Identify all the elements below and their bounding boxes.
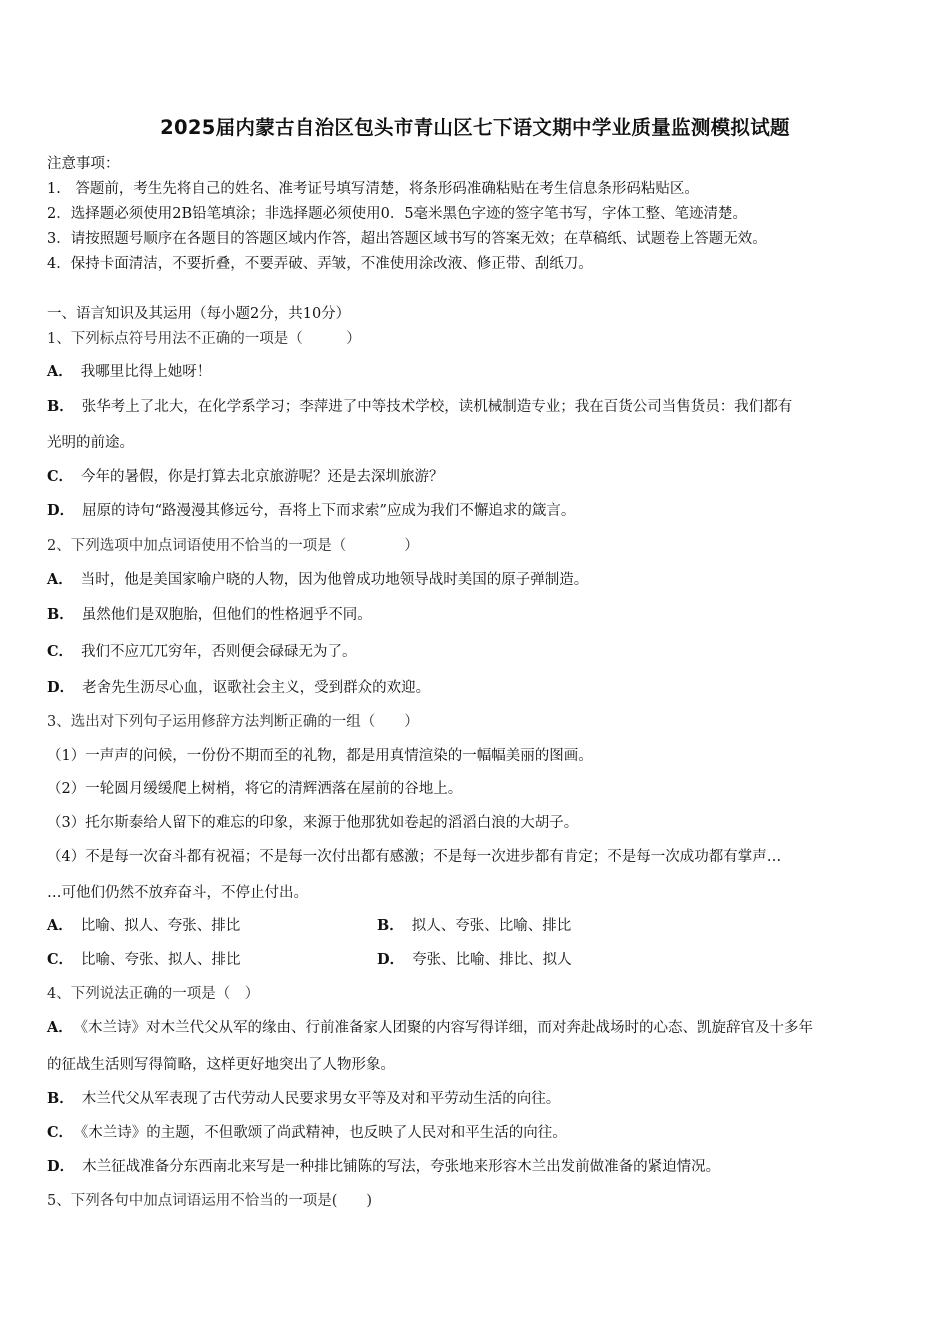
question-3-sentence-1: （1）一声声的问候，一份份不期而至的礼物，都是用真情渲染的一幅幅美丽的图画。 [47,748,593,764]
question-4-option-b [47,1087,560,1108]
question-4-option-a-continued: 的征战生活则写得简略，这样更好地突出了人物形象。 [47,1057,395,1073]
question-4-option-d [47,1155,720,1176]
option-text: 我们不应兀兀穷年，否则便会碌碌无为了。 [81,644,357,660]
option-text: 当时，他是美国家喻户晓的人物，因为他曾成功地领导战时美国的原子弹制造。 [80,572,589,588]
question-2-option-d [47,676,430,697]
option-text: 老舍先生沥尽心血，讴歌社会主义，受到群众的欢迎。 [82,680,431,696]
question-4-option-a [47,1016,813,1037]
notice-item-1: 1. 答题前，考生先将自己的姓名、准考证号填写清楚，将条形码准确粘贴在考生信息条形码粘贴区。 [47,181,699,197]
option-label: D． [47,679,75,696]
option-text: 木兰代父从军表现了古代劳动人民要求男女平等及对和平劳动生活的向往。 [81,1091,561,1107]
question-3-option-b [377,914,571,935]
question-2-option-a [47,568,588,589]
option-label: C． [47,643,74,660]
option-text: 虽然他们是双胞胎，但他们的性格迥乎不同。 [81,607,372,623]
option-label: A． [47,571,73,588]
question-3-stem: 3、选出对下列句子运用修辞方法判断正确的一组（ ） [47,714,419,730]
option-label: B． [47,606,74,623]
question-4-option-c [47,1121,567,1142]
question-3-sentence-4: （4）不是每一次奋斗都有祝福；不是每一次付出都有感激；不是每一次进步都有肯定；不是每一次成功都有掌声… [47,849,782,865]
notice-item-2: 2．选择题必须使用2B铅笔填涂；非选择题必须使用0．5毫米黑色字迹的签字笔书写，字体工整、笔迹清楚。 [47,206,748,222]
option-label: A． [47,363,73,380]
question-1-option-b [47,395,792,416]
option-text: 比喻、拟人、夸张、排比 [80,918,241,934]
page-title: 2025届内蒙古自治区包头市青山区七下语文期中学业质量监测模拟试题 [160,116,790,139]
notice-heading: 注意事项： [47,156,120,172]
question-1-option-d [47,499,575,520]
option-text: 张华考上了北大，在化学系学习；李萍进了中等技术学校，读机械制造专业；我在百货公司当售货员：我们都有 [81,399,793,415]
question-3-option-d [377,948,572,969]
option-label: B． [47,1090,74,1107]
option-label: D． [47,502,75,519]
question-3-sentence-4-continued: …可他们仍然不放弃奋斗，不停止付出。 [47,885,308,901]
question-1-stem: 1、下列标点符号用法不正确的一项是（ ） [47,331,361,347]
question-3-option-c [47,948,241,969]
notice-item-3: 3．请按照题号顺序在各题目的答题区域内作答，超出答题区域书写的答案无效；在草稿纸、试题卷上答题无效。 [47,231,767,247]
option-label: B． [47,398,74,415]
option-label: C． [47,468,74,485]
option-text: 我哪里比得上她呀！ [80,364,212,380]
question-2-stem: 2、下列选项中加点词语使用不恰当的一项是（ ） [47,538,419,554]
option-text: 《木兰诗》对木兰代父从军的缘由、行前准备家人团聚的内容写得详细，而对奔赴战场时的心态、凯旋辞官及十多年 [80,1020,814,1036]
option-label: A． [47,917,73,934]
question-3-sentence-3: （3）托尔斯泰给人留下的难忘的印象，来源于他那犹如卷起的滔滔白浪的大胡子。 [47,815,579,831]
option-label: C． [47,1124,74,1141]
question-4-stem: 4、下列说法正确的一项是（ ） [47,986,260,1002]
question-1-option-c [47,465,444,486]
option-text: 《木兰诗》的主题，不但歌颂了尚武精神，也反映了人民对和平生活的向往。 [81,1125,567,1141]
option-label: D． [47,1158,75,1175]
question-3-option-a [47,914,240,935]
option-label: D． [377,951,405,968]
question-5-stem: 5、下列各句中加点词语运用不恰当的一项是( ) [47,1193,373,1209]
question-2-option-b [47,603,372,624]
option-text: 木兰征战准备分东西南北来写是一种排比铺陈的写法，夸张地来形容木兰出发前做准备的紧迫情况。 [82,1159,721,1175]
option-text: 比喻、夸张、拟人、排比 [81,952,241,968]
option-text: 拟人、夸张、比喻、排比 [411,918,572,934]
option-text: 今年的暑假，你是打算去北京旅游呢？还是去深圳旅游？ [81,469,444,485]
option-text: 夸张、比喻、排比、拟人 [412,952,572,968]
notice-item-4: 4．保持卡面清洁，不要折叠，不要弄破、弄皱，不准使用涂改液、修正带、刮纸刀。 [47,256,593,272]
option-text: 屈原的诗句“路漫漫其修远兮，吾将上下而求索”应成为我们不懈追求的箴言。 [82,503,576,519]
section-heading: 一、语言知识及其运用（每小题2分，共10分） [47,306,351,322]
question-2-option-c [47,640,357,661]
option-label: C． [47,951,74,968]
question-3-sentence-2: （2）一轮圆月缓缓爬上树梢，将它的清辉洒落在屋前的谷地上。 [47,781,463,797]
option-label: B． [377,917,404,934]
option-label: A． [47,1019,73,1036]
question-1-option-b-continued: 光明的前途。 [47,435,134,451]
question-1-option-a [47,360,211,381]
